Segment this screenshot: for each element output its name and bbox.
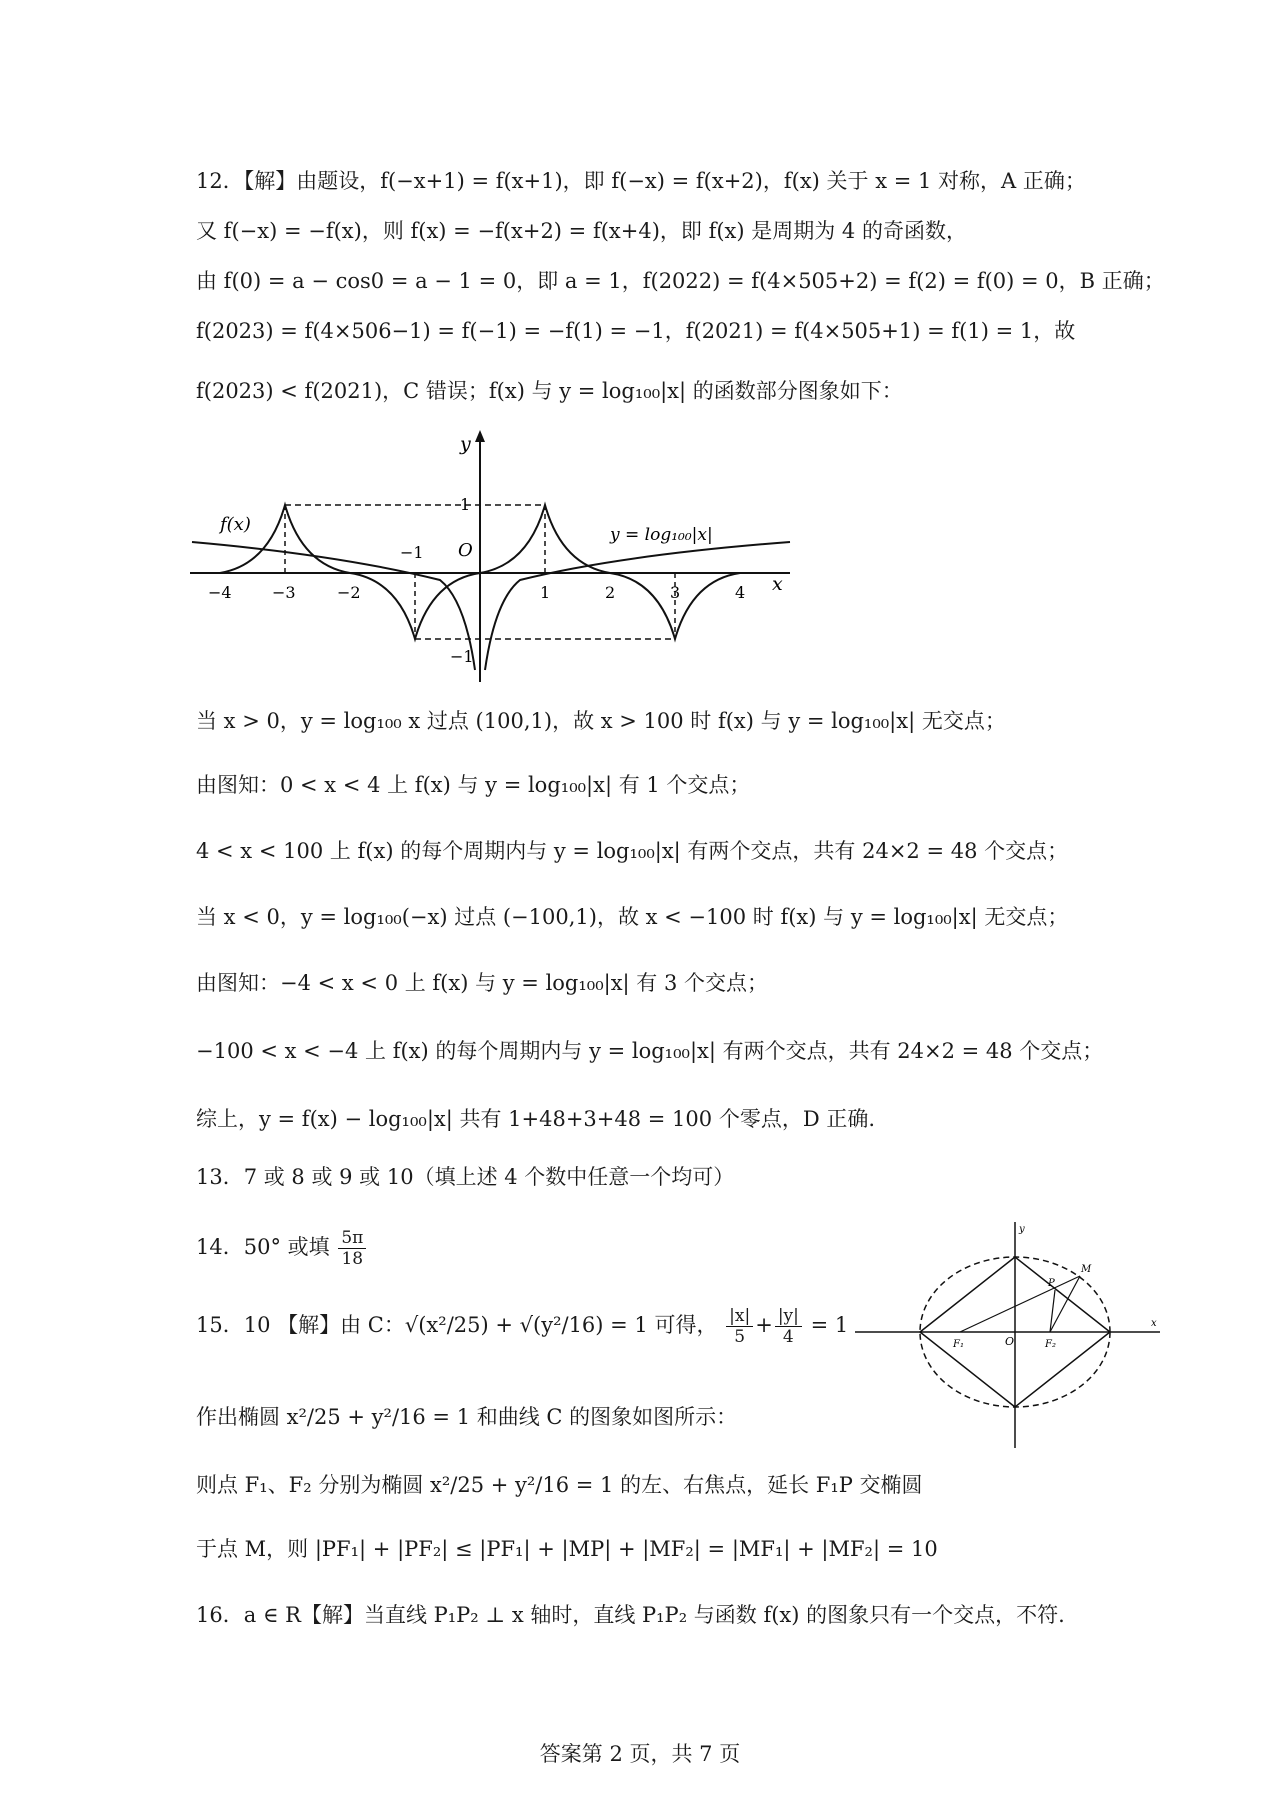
ellipse-graph bbox=[855, 1220, 1165, 1450]
y-axis-label: y bbox=[460, 433, 471, 455]
ellipse-x-label: x bbox=[1151, 1318, 1157, 1329]
fraction-denominator: 5 bbox=[734, 1327, 746, 1347]
text-line-17: 则点 F₁、F₂ 分别为椭圆 x²/25 + y²/16 = 1 的左、右焦点，延长 F₁P 交椭圆 bbox=[196, 1473, 923, 1497]
y-tick-neg1: −1 bbox=[450, 647, 474, 666]
text-line-14 bbox=[196, 1222, 368, 1272]
fraction-5pi-18 bbox=[338, 1228, 366, 1269]
function-graph bbox=[190, 430, 800, 685]
f2-label: F₂ bbox=[1045, 1339, 1056, 1350]
text-line-12: 综上，y = f(x) − log₁₀₀|x| 共有 1+48+3+48 = 100 个零点，D 正确. bbox=[196, 1107, 876, 1131]
item-14-label: 14．50° 或填 bbox=[196, 1235, 330, 1259]
y-tick-1: 1 bbox=[460, 495, 471, 514]
x-axis-label: x bbox=[772, 573, 783, 595]
text-line-2: 又 f(−x) = −f(x)，则 f(x) = −f(x+2) = f(x+4)，即 f(x) 是周期为 4 的奇函数， bbox=[196, 219, 967, 243]
fraction-numerator: |x| bbox=[726, 1306, 753, 1327]
item-15-text: 15．10 【解】由 C：√(x²/25) + √(y²/16) = 1 可得， bbox=[196, 1313, 718, 1337]
fraction-denominator: 18 bbox=[341, 1249, 364, 1269]
text-line-11: −100 < x < −4 上 f(x) 的每个周期内与 y = log₁₀₀|x| 有两个交点，共有 24×2 = 48 个交点； bbox=[196, 1039, 1104, 1063]
text-line-18: 于点 M，则 |PF₁| + |PF₂| ≤ |PF₁| + |MP| + |MF₂| = |MF₁| + |MF₂| = 10 bbox=[196, 1537, 938, 1561]
equation-rhs: = 1 bbox=[810, 1313, 849, 1337]
x-tick-1: 1 bbox=[540, 583, 551, 602]
x-tick-neg3: −3 bbox=[272, 583, 296, 602]
text-line-4: f(2023) = f(4×506−1) = f(−1) = −f(1) = −1，f(2021) = f(4×505+1) = f(1) = 1，故 bbox=[196, 319, 1076, 343]
m-label: M bbox=[1081, 1264, 1092, 1275]
text-line-5: f(2023) < f(2021)，C 错误；f(x) 与 y = log₁₀₀|x| 的函数部分图象如下： bbox=[196, 379, 903, 403]
text-line-10: 由图知：−4 < x < 0 上 f(x) 与 y = log₁₀₀|x| 有 3 个交点； bbox=[196, 971, 769, 995]
text-line-7: 由图知：0 < x < 4 上 f(x) 与 y = log₁₀₀|x| 有 1 个交点； bbox=[196, 773, 751, 797]
text-line-15: 15．10 【解】由 C：√(x²/25) + √(y²/16) = 1 可得， $\frac{|x|}{5}$ + $\frac{|y|}{4}$ = 1 bbox=[196, 1306, 849, 1347]
x-tick-neg1: −1 bbox=[400, 543, 424, 562]
x-tick-neg2: −2 bbox=[337, 583, 361, 602]
log-label: y = log₁₀₀|x| bbox=[610, 525, 713, 545]
text-line-13: 13．7 或 8 或 9 或 10（填上述 4 个数中任意一个均可） bbox=[196, 1165, 735, 1189]
fraction-numerator: 5π bbox=[338, 1228, 366, 1249]
f1-label: F₁ bbox=[953, 1339, 964, 1350]
x-tick-neg4: −4 bbox=[208, 583, 232, 602]
p-label: P bbox=[1048, 1278, 1055, 1289]
text-line-1: 12．【解】由题设，f(−x+1) = f(x+1)，即 f(−x) = f(x+2)，f(x) 关于 x = 1 对称，A 正确； bbox=[196, 169, 1086, 193]
x-tick-4: 4 bbox=[735, 583, 746, 602]
fraction-numerator: |y| bbox=[775, 1306, 802, 1327]
origin-label: O bbox=[458, 540, 473, 561]
text-line-19: 16．a ∈ R【解】当直线 P₁P₂ ⊥ x 轴时，直线 P₁P₂ 与函数 f(x) 的图象只有一个交点，不符. bbox=[196, 1603, 1065, 1627]
x-tick-2: 2 bbox=[605, 583, 616, 602]
ellipse-origin-label: O bbox=[1005, 1335, 1015, 1348]
text-line-3: 由 f(0) = a − cos0 = a − 1 = 0，即 a = 1，f(2022) = f(4×505+2) = f(2) = f(0) = 0，B 正确； bbox=[196, 269, 1165, 293]
text-line-6: 当 x > 0，y = log₁₀₀ x 过点 (100,1)，故 x > 100 时 f(x) 与 y = log₁₀₀|x| 无交点； bbox=[196, 709, 1006, 733]
fraction-y-4 bbox=[775, 1306, 802, 1347]
text-line-8: 4 < x < 100 上 f(x) 的每个周期内与 y = log₁₀₀|x| 有两个交点，共有 24×2 = 48 个交点； bbox=[196, 839, 1069, 863]
page-footer: 答案第 2 页，共 7 页 bbox=[539, 1742, 741, 1766]
text-line-16: 作出椭圆 x²/25 + y²/16 = 1 和曲线 C 的图象如图所示： bbox=[196, 1405, 738, 1429]
fraction-x-5 bbox=[726, 1306, 753, 1347]
fraction-denominator: 4 bbox=[782, 1327, 794, 1347]
text-line-9: 当 x < 0，y = log₁₀₀(−x) 过点 (−100,1)，故 x < −100 时 f(x) 与 y = log₁₀₀|x| 无交点； bbox=[196, 905, 1069, 929]
ellipse-y-label: y bbox=[1019, 1224, 1025, 1235]
f-label: f(x) bbox=[220, 514, 251, 535]
x-tick-3: 3 bbox=[670, 583, 681, 602]
